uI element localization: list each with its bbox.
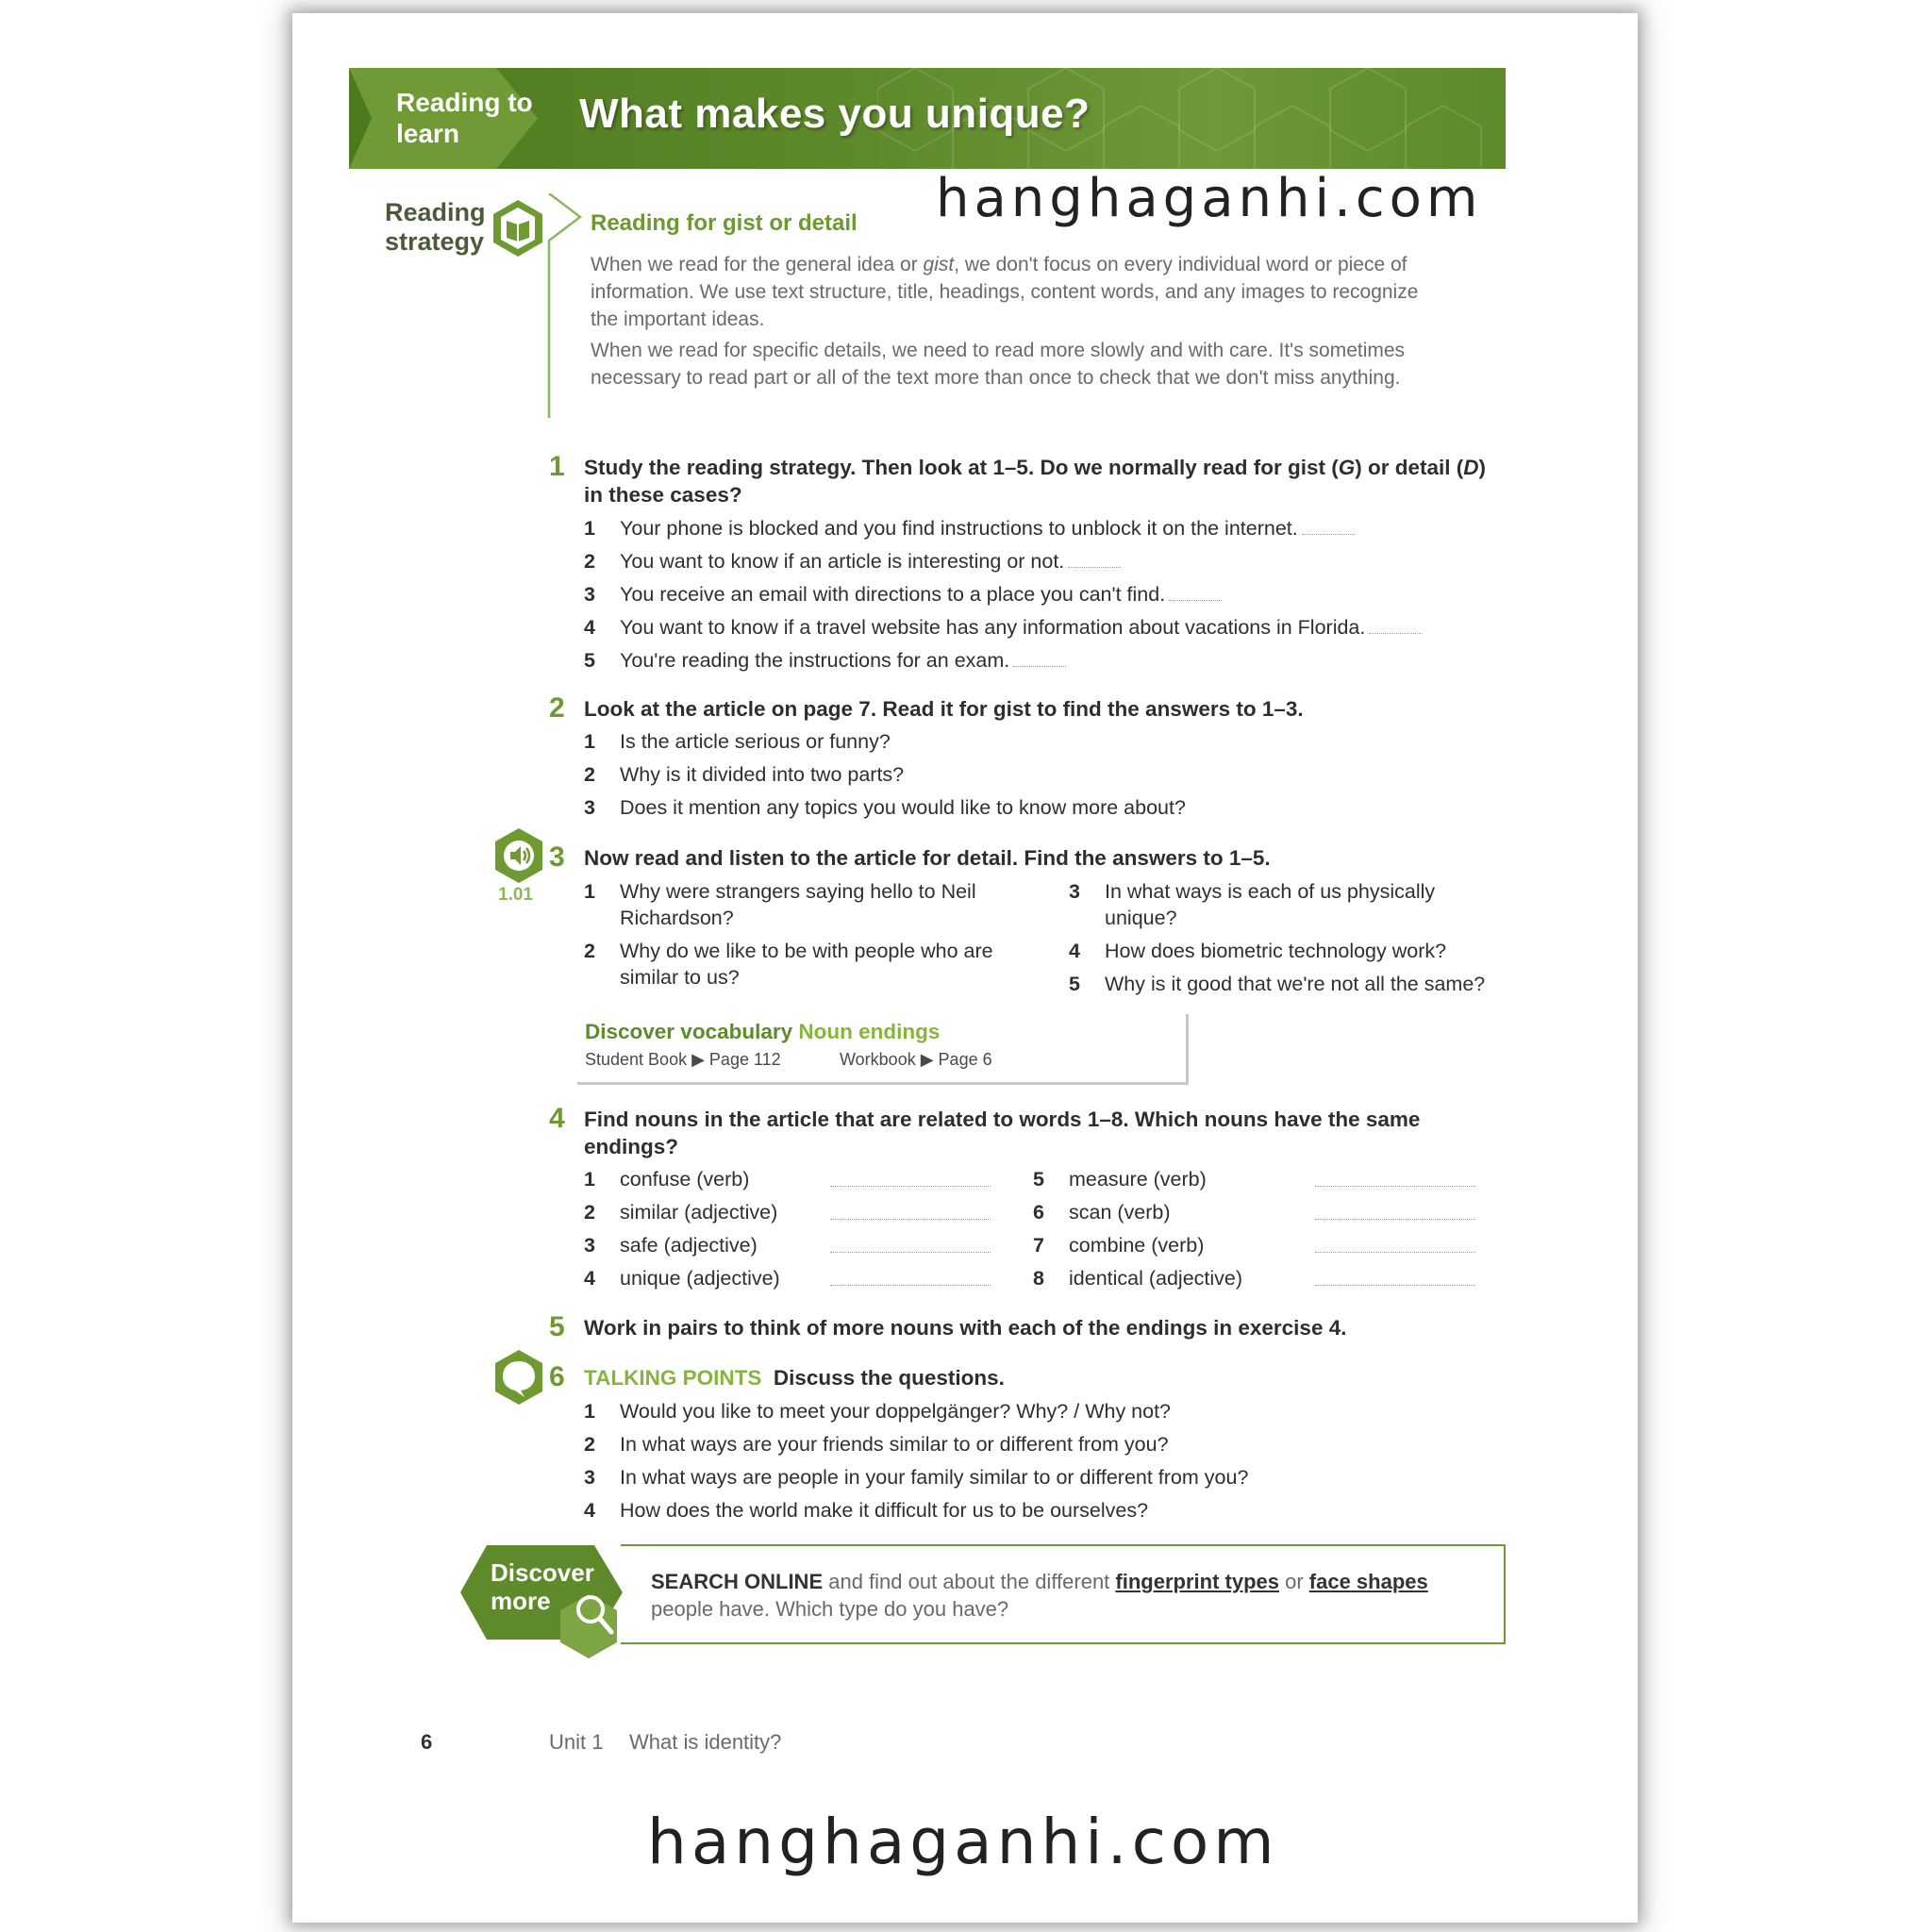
answer-blank[interactable] <box>830 1284 991 1286</box>
strategy-paragraph-2: When we read for specific details, we need to read more slowly and with care. It's sometimes necessary to read part or all of the text more than once to check that we don't miss anything. <box>591 340 1406 389</box>
list-item: 3 Does it mention any topics you would like to know more about? <box>584 796 1186 819</box>
strategy-heading: Reading for gist or detail <box>591 210 858 236</box>
exercise-5-question: Work in pairs to think of more nouns with each of the endings in exercise 4. <box>584 1316 1347 1340</box>
list-item: 8 identical (adjective) <box>1033 1267 1243 1290</box>
section-label: Reading to learn <box>396 88 533 148</box>
footer-unit: Unit 1 <box>549 1730 604 1754</box>
discover-vocabulary-box <box>577 1014 1189 1085</box>
list-item: 3 safe (adjective) <box>584 1234 758 1257</box>
list-item: 4 You want to know if a travel website has any information about vacations in Florida. <box>584 614 1422 641</box>
answer-blank[interactable] <box>1169 585 1222 601</box>
list-item: 2 In what ways are your friends similar to or different from you? <box>584 1433 1169 1456</box>
footer-unit-title: What is identity? <box>629 1730 782 1754</box>
list-item: 3 In what ways is each of us physically unique? <box>1069 880 1436 929</box>
answer-blank[interactable] <box>1315 1185 1475 1187</box>
strategy-paragraph-1: When we read for the general idea or gist, we don't focus on every individual word or piece of information. We use text structure, title, headings, content words, and any images to recognize the important ideas. <box>591 254 1419 330</box>
list-item: 7 combine (verb) <box>1033 1234 1205 1257</box>
exercise-number: 2 <box>549 692 565 724</box>
fingerprint-types-link[interactable]: fingerprint types <box>1115 1570 1279 1593</box>
title-banner <box>349 68 1506 169</box>
strategy-bracket <box>547 193 585 420</box>
list-item: 2 similar (adjective) <box>584 1201 778 1224</box>
book-hexagon-icon <box>491 198 545 258</box>
exercise-2-question: Look at the article on page 7. Read it for gist to find the answers to 1–3. <box>584 697 1304 721</box>
vocab-heading: Discover vocabulary Noun endings <box>585 1020 941 1043</box>
list-item: 4 unique (adjective) <box>584 1267 780 1290</box>
exercise-number: 5 <box>549 1311 565 1342</box>
watermark-bottom: hanghaganhi.com <box>647 1806 1279 1878</box>
answer-blank[interactable] <box>1369 618 1422 634</box>
answer-blank[interactable] <box>1013 651 1066 667</box>
page-number: 6 <box>421 1730 433 1754</box>
exercise-1-question: Study the reading strategy. Then look at 1–5. Do we normally read for gist (G) or detail (D) in these cases? <box>584 456 1487 507</box>
list-item: 5 Why is it good that we're not all the same? <box>1069 973 1486 995</box>
exercise-4-question: Find nouns in the article that are related to words 1–8. Which nouns have the same endings? <box>584 1108 1421 1158</box>
answer-blank[interactable] <box>1068 552 1121 568</box>
exercise-3-question: Now read and listen to the article for detail. Find the answers to 1–5. <box>584 846 1271 870</box>
list-item: 1 Would you like to meet your doppelgänger? Why? / Why not? <box>584 1400 1172 1423</box>
list-item: 5 measure (verb) <box>1033 1168 1207 1191</box>
answer-blank[interactable] <box>1315 1284 1475 1286</box>
list-item: 4 How does biometric technology work? <box>1069 940 1447 962</box>
answer-blank[interactable] <box>830 1251 991 1253</box>
list-item: 5 You're reading the instructions for an exam. <box>584 647 1066 674</box>
answer-blank[interactable] <box>1302 519 1355 535</box>
discover-more-text: SEARCH ONLINE and find out about the different fingerprint types or face shapes people have. Which type do you have? <box>651 1570 1428 1621</box>
answer-blank[interactable] <box>830 1218 991 1220</box>
speech-hexagon-icon <box>492 1348 545 1407</box>
student-book-reference[interactable]: Student Book ▶ Page 112 <box>585 1050 781 1069</box>
list-item: 2 Why is it divided into two parts? <box>584 763 905 786</box>
answer-blank[interactable] <box>1315 1251 1475 1253</box>
page-title: What makes you unique? <box>579 91 1091 137</box>
audio-track-number: 1.01 <box>498 885 533 905</box>
list-item: 3 You receive an email with directions to a place you can't find. <box>584 581 1222 608</box>
answer-blank[interactable] <box>830 1185 991 1187</box>
list-item: 1 Your phone is blocked and you find instructions to unblock it on the internet. <box>584 515 1355 541</box>
list-item: 2 You want to know if an article is interesting or not. <box>584 548 1121 575</box>
list-item: 6 scan (verb) <box>1033 1201 1171 1224</box>
exercise-number: 6 <box>549 1361 565 1392</box>
strategy-label: Reading strategy <box>385 198 486 256</box>
watermark-top: hanghaganhi.com <box>936 168 1483 229</box>
discover-more-label: Discover more <box>491 1558 594 1615</box>
exercise-number: 4 <box>549 1103 565 1134</box>
list-item: 2 Why do we like to be with people who are similar to us? <box>584 940 993 989</box>
list-item: 1 Why were strangers saying hello to Neil Richardson? <box>584 880 976 929</box>
list-item: 3 In what ways are people in your family similar to or different from you? <box>584 1466 1249 1489</box>
exercise-number: 3 <box>549 841 565 873</box>
face-shapes-link[interactable]: face shapes <box>1308 1570 1428 1593</box>
list-item: 4 How does the world make it difficult for us to be ourselves? <box>584 1499 1149 1522</box>
list-item: 1 confuse (verb) <box>584 1168 750 1191</box>
workbook-reference[interactable]: Workbook ▶ Page 6 <box>840 1050 992 1069</box>
exercise-number: 1 <box>549 451 565 482</box>
speaker-hexagon-icon[interactable] <box>492 826 545 885</box>
answer-blank[interactable] <box>1315 1218 1475 1220</box>
list-item: 1 Is the article serious or funny? <box>584 730 891 753</box>
exercise-6-question: TALKING POINTS Discuss the questions. <box>584 1366 1005 1390</box>
